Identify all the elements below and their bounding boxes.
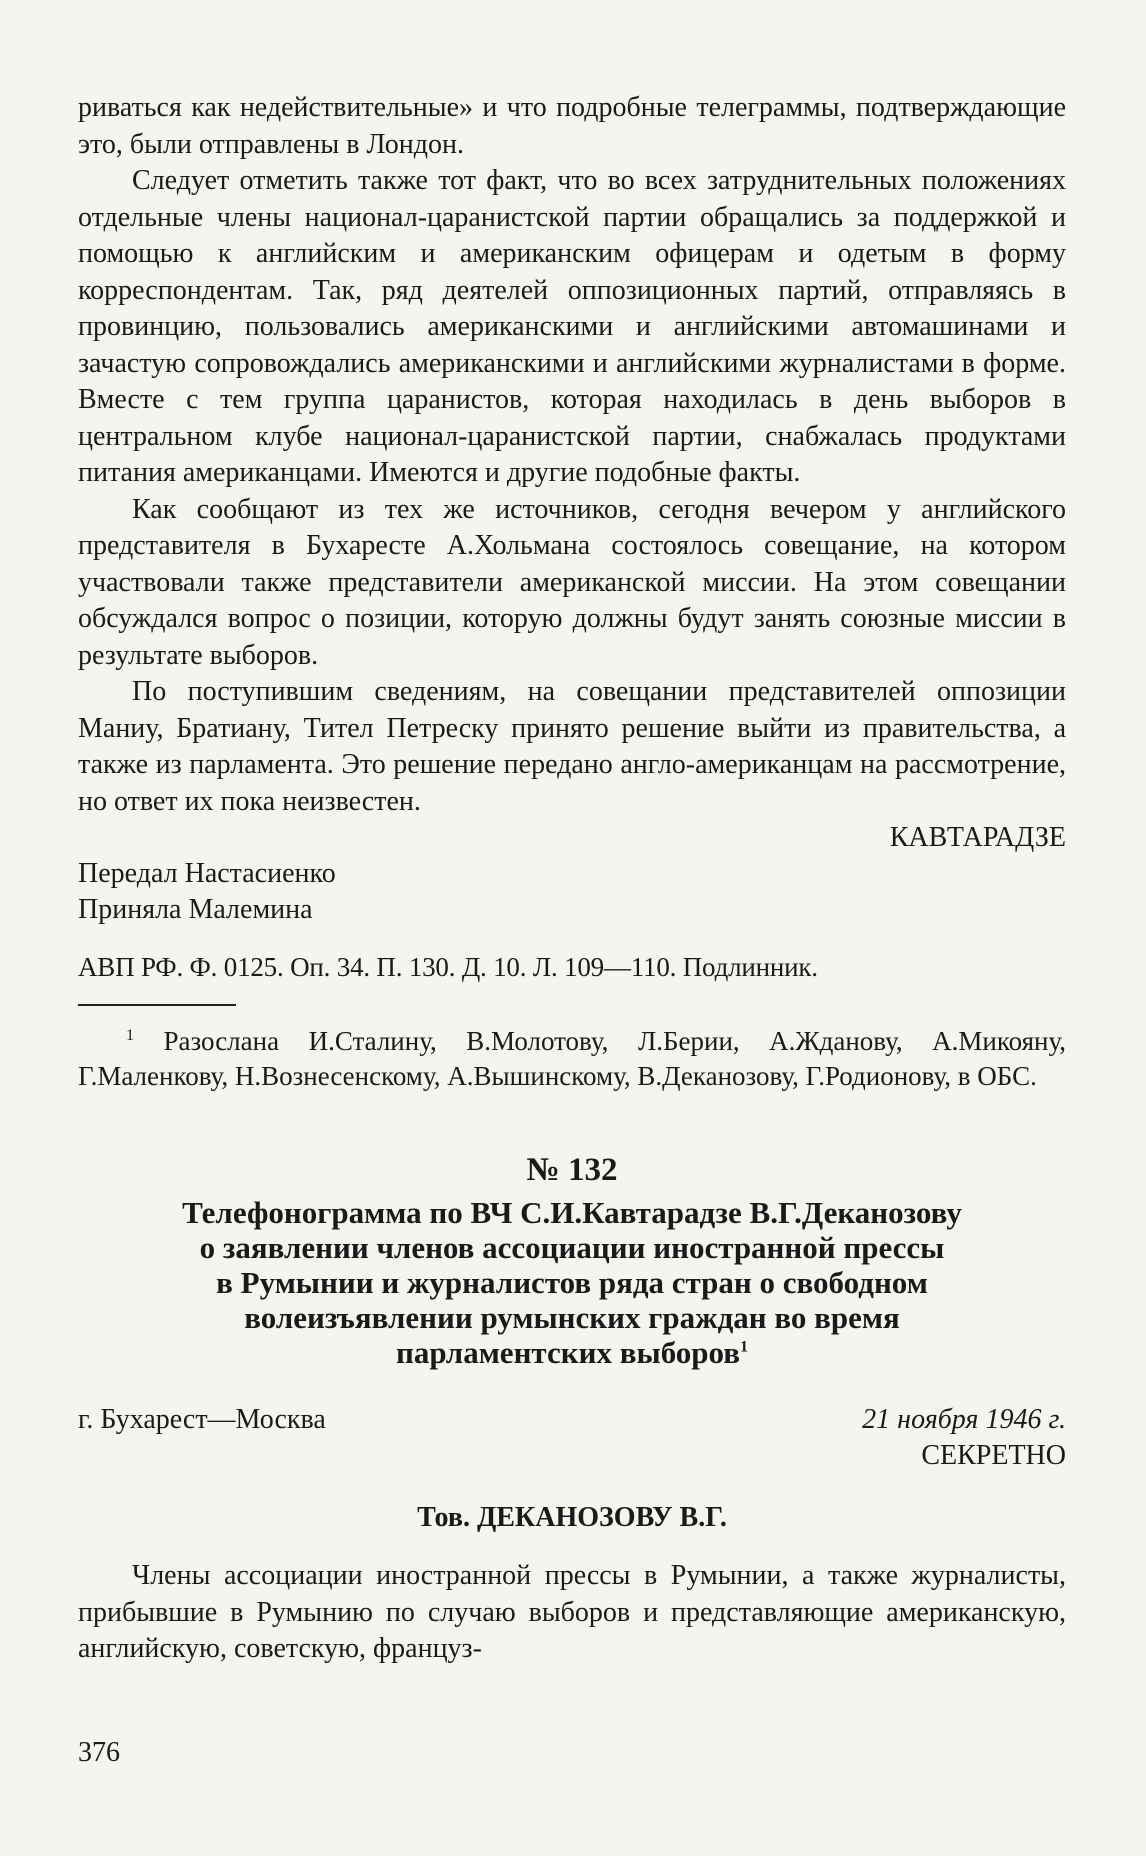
signature: КАВТАРАДЗЕ: [889, 822, 1066, 853]
title-line: в Румынии и журналистов ряда стран о свободном: [216, 1265, 928, 1300]
document-meta: [78, 1402, 1066, 1438]
transmitted-by: Передал Настасиенко: [78, 858, 336, 889]
title-line: волеизъявлении румынских граждан во время: [244, 1300, 900, 1335]
classification: СЕКРЕТНО: [921, 1440, 1066, 1471]
footnote-marker: 1: [126, 1027, 134, 1044]
footnote-text: Разослана И.Сталину, В.Молотову, Л.Берии, А.Жданову, А.Микояну, Г.Маленкову, Н.Вознесенскому, А.Вышинскому, В.Деканозову, Г.Родионову, в ОБС.: [78, 1026, 1066, 1091]
received-by: Приняла Малемина: [78, 894, 313, 925]
paragraph-continuation: риваться как недействительные» и что подробные телеграммы, подтверждающие это, были отправлены в Лондон.: [78, 92, 1066, 160]
paragraph-decision: По поступившим сведениям, на совещании представителей оппозиции Маниу, Братиану, Тител Петреску принято решение выйти из правительства, а также из парламента. Это решение передано англо-американцам на рассмотрение, но ответ их пока неизвестен.: [78, 676, 1066, 817]
place: г. Бухарест—Москва: [78, 1404, 326, 1435]
title-line-text: парламентских выборов: [395, 1335, 741, 1370]
footnote: [78, 1024, 1066, 1094]
document-body: Члены ассоциации иностранной прессы в Румынии, а также журналисты, прибывшие в Румынию по случаю выборов и представляющие американскую, английскую, советскую, француз-: [78, 1560, 1066, 1664]
title-line-last: [78, 1335, 1066, 1370]
footnote-divider: [78, 1004, 236, 1006]
paragraph-meeting: Как сообщают из тех же источников, сегодня вечером у английского представителя в Бухаресте А.Хольмана состоялось совещание, на котором участвовали также представители американской миссии. На этом совещании обсуждался вопрос о позиции, которую должны будут занять союзные миссии в результате выборов.: [78, 493, 1066, 671]
document-title: [78, 1195, 1066, 1370]
date: 21 ноября 1946 г.: [862, 1404, 1066, 1435]
title-footnote-marker: 1: [740, 1338, 749, 1356]
title-line: о заявлении членов ассоциации иностранной прессы: [199, 1230, 945, 1265]
archive-source: АВП РФ. Ф. 0125. Оп. 34. П. 130. Д. 10. Л. 109—110. Подлинник.: [78, 952, 818, 982]
title-line: Телефонограмма по ВЧ С.И.Кавтарадзе В.Г.Деканозову: [182, 1195, 962, 1230]
page-number: 376: [78, 1737, 120, 1768]
paragraph-opposition-support: Следует отметить также тот факт, что во всех затруднительных положениях отдельные члены национал-царанистской партии обращались за поддержкой и помощью к английским и американским офицерам и одетым в форму корреспондентам. Так, ряд деятелей оппозиционных партий, отправляясь в провинцию, пользовались американскими и английскими автомашинами и зачастую сопровождались американскими и английскими журналистами в форме. Вместе с тем группа царанистов, которая находилась в день выборов в центральном клубе национал-царанистской партии, снабжалась продуктами питания американцами. Имеются и другие подобные факты.: [78, 165, 1066, 488]
document-number: № 132: [526, 1152, 618, 1188]
addressee: Тов. ДЕКАНОЗОВУ В.Г.: [417, 1502, 727, 1533]
